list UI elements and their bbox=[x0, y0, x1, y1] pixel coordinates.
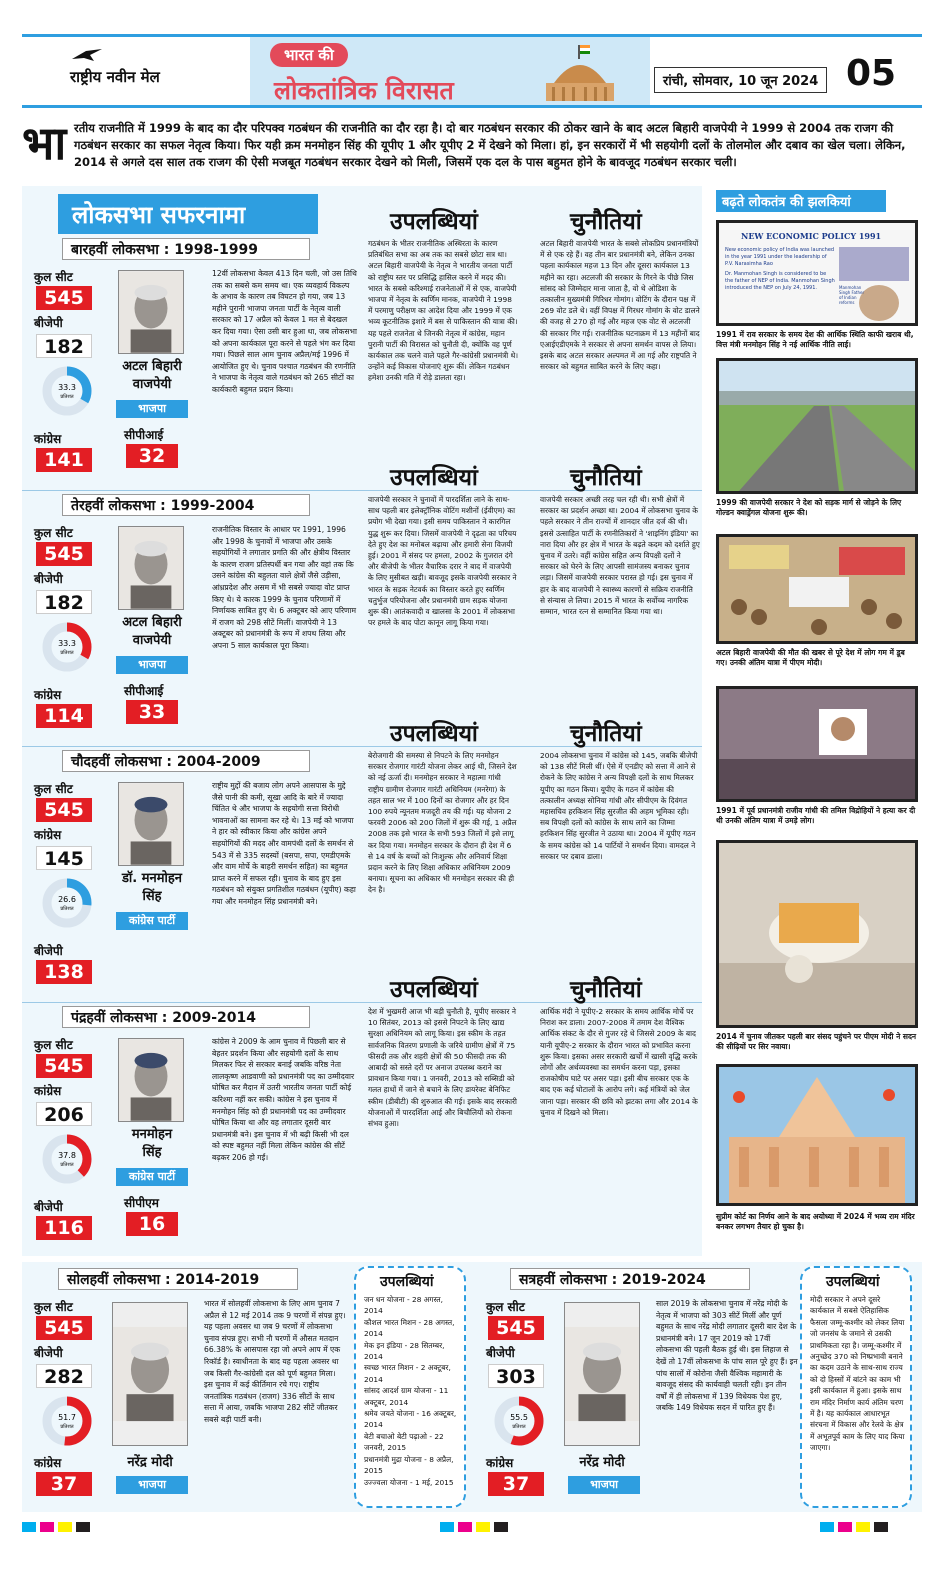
party2-seats: 37 bbox=[36, 1472, 92, 1496]
summary-text: साल 2019 के लोकसभा चुनाव में नरेंद्र मोदी के नेतृत्व में भाजपा को 303 सीटें मिलीं और पूर्ण बहुमत के साथ नरेंद्र मोदी लगातार दूसरी बार देश के प्रधानमंत्री बने। 17 जून 2019 को 17वीं लोकसभा की पहली बैठक हुई थी। इस लिहाज से देखें तो 17वीं लोकसभा के पांच साल पूरे हुए हैं। इन पांच सालों में कोरोना जैसी वैश्विक महामारी के बावजूद संसद की कार्यवाही चलती रही। इन तीन वर्षों में ही लोकसभा में 139 विधेयक पेश हुए, जबकि 149 विधेयक सदन में पारित हुए हैं। bbox=[656, 1299, 798, 1413]
ally-label: सीपीएम bbox=[124, 1196, 159, 1210]
ally-seats: 32 bbox=[126, 444, 178, 468]
color-swatch bbox=[820, 1522, 834, 1532]
party1-label: बीजेपी bbox=[34, 1346, 63, 1360]
parliament-icon bbox=[540, 43, 620, 101]
party1-label: बीजेपी bbox=[34, 316, 63, 330]
pm-name-line1: डॉ. मनमोहन bbox=[121, 871, 183, 886]
donut-label: प्रतिशत bbox=[512, 1424, 526, 1430]
total-seats-value: 545 bbox=[36, 286, 92, 310]
party2-seats: 114 bbox=[36, 704, 92, 728]
party1-label: कांग्रेस bbox=[34, 828, 62, 842]
bottom_left-achievements-box bbox=[354, 1266, 466, 1508]
lok-title: सोलहवीं लोकसभा : 2014-2019 bbox=[58, 1268, 298, 1290]
achievements-list: जन धन योजना - 28 अगस्त, 2014 कौशल भारत मिशन - 28 अगस्त, 2014 मेक इन इंडिया - 28 सितम्बर, 2014 स्वच्छ भारत मिशन - 2 अक्टूबर, 2014 सांसद आदर्श ग्राम योजना - 11 अक्टूबर, 2014 श्रमेव जयते योजना - 16 अक्टूबर, 2014 बेटी बचाओ बेटी पढ़ाओ - 22 जनवरी, 2015 प्रधानमंत्री मुद्रा योजना - 8 अप्रैल, 2015 उज्ज्वला योजना - 1 मई, 2015 bbox=[364, 1295, 457, 1487]
pm-name-line2: वाजपेयी bbox=[132, 633, 172, 648]
lok-block-4 bbox=[22, 977, 702, 1256]
pm-party: कांग्रेस पार्टी bbox=[116, 1168, 188, 1186]
nep-line-3: Manmohan Singh Father of Indian reforms bbox=[839, 285, 865, 305]
party1-label: बीजेपी bbox=[486, 1346, 515, 1360]
pm-portrait bbox=[118, 526, 184, 610]
party1-label: कांग्रेस bbox=[34, 1084, 62, 1098]
gallery-photo-ram-mandir bbox=[716, 1064, 918, 1206]
page-header bbox=[22, 34, 922, 108]
achievements-heading: उपलब्धियां bbox=[390, 465, 478, 491]
ally-seats: 16 bbox=[126, 1212, 178, 1236]
ally-label: सीपीआई bbox=[124, 428, 164, 442]
issue-date: रांची, सोमवार, 10 जून 2024 bbox=[654, 67, 827, 93]
turnout-donut bbox=[42, 1134, 92, 1184]
achievements-heading: उपलब्धियां bbox=[390, 721, 478, 747]
party1-seats: 282 bbox=[36, 1364, 92, 1388]
donut-label: प्रतिशत bbox=[60, 1424, 74, 1430]
header-banner bbox=[250, 37, 650, 105]
color-swatch bbox=[40, 1522, 54, 1532]
pm-party: भाजपा bbox=[116, 656, 188, 674]
intro-text: रतीय राजनीति में 1999 के बाद का दौर परिपक्व गठबंधन की राजनीति का दौर रहा है। दो बार गठबंधन सरकार की ठोकर खाने के बाद अटल बिहारी वाजपेयी ने 1999 से 2004 तक राजग की गठबंधन सरकार का सफल नेतृत्व किया। फिर यही क्रम मनमोहन सिंह की यूपीए 1 और यूपीए 2 में देखने को मिला। हां, इन सरकारों में भी सहयोगी दलों के तोलमोल और दबाव का खेल चला। लेकिन, 2014 से अगले दस साल तक राजग की ऐसी मजबूत गठबंधन सरकार देखने को मिली, जिसमें एक दल के पास बहुमत होने के बावजूद गठबंधन सरकार चली। bbox=[74, 121, 906, 169]
pm-party: भाजपा bbox=[116, 1476, 188, 1494]
procession-illustration bbox=[719, 689, 915, 799]
party1-seats: 206 bbox=[36, 1102, 92, 1126]
gallery-title: बढ़ते लोकतंत्र की झलकियां bbox=[716, 190, 886, 212]
lok-block-2 bbox=[22, 465, 702, 744]
pm-name: नरेंद्र मोदी bbox=[127, 1455, 173, 1470]
total-seats-value: 545 bbox=[488, 1316, 544, 1340]
challenges-heading: चुनौतियां bbox=[570, 977, 642, 1003]
donut-label: प्रतिशत bbox=[60, 394, 74, 400]
achievements-list: मोदी सरकार ने अपने दूसरे कार्यकाल में सबसे ऐतिहासिक फैसला जम्मू-कश्मीर को लेकर लिया जो जनसंघ के जमाने से उसकी प्राथमिकता रहा है। जम्मू-कश्मीर में अनुच्छेद 370 को निष्प्रभावी बनाने का कदम उठाने के साथ-साथ राज्य को दो हिस्सों में बांटने का काम भी इसी कार्यकाल में हुआ। इसके साथ राम मंदिर निर्माण कार्य अंतिम चरण में है। यह कार्यकाल आधारभूत संरचना में विकास और रेलवे के क्षेत्र में अभूतपूर्व काम के लिए याद किया जाएगा। bbox=[810, 1295, 905, 1453]
gallery-photo-nep bbox=[716, 220, 918, 326]
color-swatch bbox=[58, 1522, 72, 1532]
temple-illustration bbox=[719, 1067, 915, 1203]
achievements-heading: उपलब्धियां bbox=[826, 1274, 880, 1290]
total-seats-label: कुल सीट bbox=[34, 1300, 73, 1314]
donut-label: प्रतिशत bbox=[60, 906, 74, 912]
total-seats-value: 545 bbox=[36, 542, 92, 566]
total-seats-label: कुल सीट bbox=[486, 1300, 525, 1314]
gallery-photo-rajiv bbox=[716, 686, 918, 802]
section-title: लोकसभा सफरनामा bbox=[58, 194, 318, 234]
highway-illustration bbox=[719, 361, 915, 491]
color-swatch bbox=[494, 1522, 508, 1532]
party2-label: कांग्रेस bbox=[34, 1456, 62, 1470]
nep-line-2: Dr. Manmohan Singh is considered to be the father of NEP of India. Manmohan Singh introduced the NEP on July 24, 1991. bbox=[725, 271, 835, 291]
pm-party: भाजपा bbox=[116, 400, 188, 418]
header-pill: भारत की bbox=[270, 43, 348, 67]
intro bbox=[22, 118, 922, 176]
turnout-donut bbox=[42, 1396, 92, 1446]
pm-portrait bbox=[118, 270, 184, 354]
color-swatch bbox=[856, 1522, 870, 1532]
bottom_left-block bbox=[22, 1268, 352, 1508]
color-swatch bbox=[76, 1522, 90, 1532]
pm-name-line1: अटल बिहारी bbox=[122, 615, 182, 630]
summary-text: भारत में सोलहवीं लोकसभा के लिए आम चुनाव 7 अप्रैल से 12 मई 2014 तक 9 चरणों में संपन्न हुए। यह पहला अवसर था जब 9 चरणों में लोकसभा चुनाव संपन्न हुए। सभी नौ चरणों में औसत मतदान 66.38% के आसपास रहा जो अपने आप में एक रिकॉर्ड है। स्वाधीनता के बाद यह पहला अवसर था जब किसी गैर-कांग्रेसी दल को पूर्ण बहुमत मिला। इस चुनाव में कई कीर्तिमान रचे गए। राष्ट्रीय जनतांत्रिक गठबंधन (राजग) 336 सीटों के साथ सत्ता में आया, जबकि भाजपा 282 सीटें जीतकर सबसे बड़ी पार्टी बनी। bbox=[204, 1299, 346, 1424]
party2-label: बीजेपी bbox=[34, 944, 63, 958]
achievements-heading: उपलब्धियां bbox=[390, 977, 478, 1003]
page-number: 05 bbox=[846, 53, 897, 94]
party1-seats: 145 bbox=[36, 846, 92, 870]
total-seats-label: कुल सीट bbox=[34, 526, 73, 540]
drop-cap: भा bbox=[22, 116, 67, 170]
party2-seats: 141 bbox=[36, 448, 92, 472]
lok-block-3 bbox=[22, 721, 702, 1000]
summary-text: राजनीतिक विस्तार के आधार पर 1991, 1996 और 1998 के चुनावों में भाजपा और उसके सहयोगियों ने लगातार प्रगति की और क्षेत्रीय विस्तार के कारण राजग प्रतिस्पर्धी बन गया और वहां तक कि उसने कांग्रेस की बहुलता वाले क्षेत्रों जैसे उड़ीसा, आंध्रप्रदेश और असम में भी सबसे ज्यादा वोट प्राप्त किए थे। ये कारक 1999 के चुनाव परिणामों में निर्णायक साबित हुए थे। 6 अक्टूबर को आए परिणाम में राजग को 298 सीटें मिलीं। वाजपेयी ने 13 अक्टूबर को प्रधानमंत्री के रूप में शपथ लिया और अपना 5 साल कार्यकाल पूरा किया। bbox=[212, 525, 357, 650]
lok-title: पंद्रहवीं लोकसभा : 2009-2014 bbox=[62, 1006, 310, 1028]
pm-portrait bbox=[118, 1038, 184, 1122]
total-seats-value: 545 bbox=[36, 1054, 92, 1078]
bottom_right-block bbox=[474, 1268, 804, 1508]
lok-title: बारहवीं लोकसभा : 1998-1999 bbox=[62, 238, 310, 260]
pm-name-line2: वाजपेयी bbox=[132, 377, 172, 392]
color-swatch bbox=[458, 1522, 472, 1532]
newspaper-name: राष्ट्रीय नवीन मेल bbox=[70, 68, 160, 86]
donut-label: प्रतिशत bbox=[60, 650, 74, 656]
gallery-photo-funeral-vajpayee bbox=[716, 534, 918, 644]
color-swatch bbox=[22, 1522, 36, 1532]
summary-text: राष्ट्रीय मुद्दों की बजाय लोग अपने आसपास के मुद्दे जैसे पानी की कमी, सूखा आदि के बारे में ज्यादा चिंतित थे और भाजपा के सहयोगी सत्ता विरोधी भावनाओं का सामना कर रहे थे। 13 मई को भाजपा ने हार को स्वीकार किया और कांग्रेस अपने सहयोगियों की मदद और वामपंथी दलों के समर्थन से 543 में से 335 सदस्यों (बसपा, सपा, एमडीएमके और वाम मोर्चे के बाहरी समर्थन सहित) का बहुमत प्राप्त करने में सफल रही। चुनाव के बाद हुए इस गठबंधन को संयुक्त प्रगतिशील गठबंधन (यूपीए) कहा गया और मनमोहन सिंह प्रधानमंत्री बने। bbox=[212, 781, 356, 906]
donut-value: 33.3 bbox=[58, 383, 76, 392]
crowd-illustration bbox=[719, 537, 915, 641]
color-swatch bbox=[874, 1522, 888, 1532]
donut-value: 37.8 bbox=[58, 1151, 76, 1160]
header-right bbox=[650, 37, 922, 105]
gallery-caption-2: 1999 की वाजपेयी सरकार ने देश को सड़क मार्ग से जोड़ने के लिए गोल्डन क्वाड्रेंगल योजना शुरू की। bbox=[716, 498, 902, 517]
color-swatch bbox=[838, 1522, 852, 1532]
gallery-caption-5: 2014 में चुनाव जीतकर पहली बार संसद पहुंचने पर पीएम मोदी ने सदन की सीढ़ियों पर सिर नवाया। bbox=[716, 1032, 917, 1051]
lok-title: तेरहवीं लोकसभा : 1999-2004 bbox=[62, 494, 310, 516]
party2-label: कांग्रेस bbox=[486, 1456, 514, 1470]
bird-logo-icon bbox=[72, 49, 102, 63]
gallery-photo-parliament-steps bbox=[716, 840, 918, 1028]
bottom_right-achievements-box bbox=[800, 1266, 912, 1508]
challenges-text: आर्थिक मंदी ने यूपीए-2 सरकार के समय आर्थिक मोर्चे पर निराश कर डाला। 2007-2008 में तमाम देश वैश्विक आर्थिक संकट के दौर से गुजर रहे थे जिससे 2009 के बाद यानी यूपीए-2 सरकार के दौरान भारत को प्रभावित करना शुरू किया। इसका असर सरकारी खर्चों में खासी वृद्धि करके लोगों और अर्थव्यवस्था का समर्थन करना पड़ा, इसका राजकोषीय घाटे पर असर पड़ा। इसी बीच सरकार एक के बाद एक कई घोटालों के आरोप लगे। कई मंत्रियों को जेल जाना पड़ा। सरकार की छवि को झटका लगा और 2014 के चुनाव में दिखने को मिला। bbox=[540, 1007, 698, 1117]
nep-title: NEW ECONOMIC POLICY 1991 bbox=[741, 231, 882, 241]
party2-label: कांग्रेस bbox=[34, 688, 62, 702]
donut-value: 33.3 bbox=[58, 639, 76, 648]
ally-seats: 33 bbox=[126, 700, 178, 724]
gallery-caption-1: 1991 में राव सरकार के समय देश की आर्थिक स्थिति काफी खराब थी, वित्त मंत्री मनमोहन सिंह ने नई आर्थिक नीति लाई। bbox=[716, 330, 914, 349]
gallery-caption-3: अटल बिहारी वाजपेयी की मौत की खबर से पूरे देश में लोग गम में डूब गए। उनकी अंतिम यात्रा में पीएम मोदी। bbox=[716, 648, 905, 667]
pm-portrait bbox=[564, 1302, 640, 1446]
party1-seats: 182 bbox=[36, 334, 92, 358]
party2-seats: 37 bbox=[488, 1472, 544, 1496]
masthead bbox=[22, 37, 250, 105]
meeting-photo bbox=[839, 247, 909, 281]
gallery-caption-4: 1991 में पूर्व प्रधानमंत्री राजीव गांधी की तमिल विद्रोहियों ने हत्या कर दी थी उनकी अंतिम यात्रा में उमड़े लोग। bbox=[716, 806, 916, 825]
summary-text: कांग्रेस ने 2009 के आम चुनाव में पिछली बार से बेहतर प्रदर्शन किया और सहयोगी दलों के साथ मिलकर फिर से सरकार बनाई जबकि वरिष्ठ नेता लालकृष्ण आडवाणी को प्रधानमंत्री पद का उम्मीदवार घोषित कर मैदान में उतरी भारतीय जनता पार्टी कोई करिश्मा नहीं कर सकी। कांग्रेस ने इस चुनाव में मनमोहन सिंह को ही प्रधानमंत्री पद का उम्मीदवार घोषित किया था और वह लगातार दूसरी बार प्रधानमंत्री बने। इस चुनाव में भी बढ़ी किसी भी दल को स्पष्ट बहुमत नहीं मिला लेकिन कांग्रेस की सीटें बढ़कर 206 हो गईं। bbox=[212, 1037, 355, 1162]
turnout-donut bbox=[42, 622, 92, 672]
pm-name: नरेंद्र मोदी bbox=[579, 1455, 625, 1470]
party2-seats: 138 bbox=[36, 960, 92, 984]
gallery-caption-6: सुप्रीम कोर्ट का निर्णय आने के बाद अयोध्या में 2024 में भव्य राम मंदिर बनकर लगभग तैयार हो चुका है। bbox=[716, 1212, 915, 1231]
party1-label: बीजेपी bbox=[34, 572, 63, 586]
pm-name-line2: सिंह bbox=[142, 889, 162, 904]
donut-value: 55.5 bbox=[510, 1413, 528, 1422]
turnout-donut bbox=[42, 366, 92, 416]
achievements-heading: उपलब्धियां bbox=[380, 1274, 434, 1290]
party1-seats: 303 bbox=[488, 1364, 544, 1388]
challenges-text: 2004 लोकसभा चुनाव में कांग्रेस को 145, जबकि बीजेपी को 138 सीटें मिली थीं। ऐसे में एनडीए को सत्ता में आने से रोकने के लिए कांग्रेस ने अन्य विपक्षी दलों के साथ मिलकर यूपीए का गठन किया। यूपीए के गठन में कांग्रेस की तत्कालीन अध्यक्ष सोनिया गांधी और सीपीएम के दिवंगत महासचिव हरकिशन सिंह सुरजीत की अहम भूमिका रही। सब विपक्षी दलों को कांग्रेस के साथ लाने का जिम्मा हरकिशन सिंह सुरजीत ने उठाया था। 2004 में यूपीए गठन के समय कांग्रेस को 14 पार्टियों ने समर्थन दिया। वामदल ने सरकार पर दबाव डाला। bbox=[540, 751, 698, 861]
party2-label: कांग्रेस bbox=[34, 432, 62, 446]
ally-label: सीपीआई bbox=[124, 684, 164, 698]
party1-seats: 182 bbox=[36, 590, 92, 614]
pm-portrait bbox=[112, 1302, 188, 1446]
challenges-heading: चुनौतियां bbox=[570, 209, 642, 235]
nep-line-1: New economic policy of India was launched in the year 1991 under the leadership of P.V. Narasimha Rao bbox=[725, 247, 835, 267]
achievements-heading: उपलब्धियां bbox=[390, 209, 478, 235]
donut-value: 26.6 bbox=[58, 895, 76, 904]
party2-seats: 116 bbox=[36, 1216, 92, 1240]
summary-text: 12वीं लोकसभा केवल 413 दिन चली, जो उस तिथि तक का सबसे कम समय था। एक व्यवहार्य विकल्प के अभाव के कारण तब विघटन हो गया, जब 13 महीने पुरानी भाजपा जनता पार्टी के नेतृत्व वाली सरकार को 17 अप्रैल को केवल 1 मत से बेदखल कर दिया गया। ऐसा उसी बार हुआ था, जब लोकसभा को अपना कार्यकाल पूरा करने से पहले भंग कर दिया गया। पिछले साल आम चुनाव अप्रैल/मई 1996 में आयोजित हुए थे। चुनाव पश्चात गठबंधन की रणनीति ने भाजपा के नेतृत्व वाले गठबंधन को 265 सीटों का कार्यकारी बहुमत प्रदान किया। bbox=[212, 269, 357, 394]
total-seats-value: 545 bbox=[36, 798, 92, 822]
modi-bowing-illustration bbox=[719, 843, 915, 1025]
donut-label: प्रतिशत bbox=[60, 1162, 74, 1168]
page-title: लोकतांत्रिक विरासत bbox=[274, 76, 454, 105]
achievements-text: गठबंधन के भीतर राजनीतिक अस्थिरता के कारण प्रतिबंधित सभा का अब तक का सबसे छोटा सत्र था। अटल बिहारी वाजपेयी के नेतृत्व ने भारतीय जनता पार्टी को राष्ट्रीय स्तर पर प्रसिद्धि हासिल करने में मदद की। भारत के सबसे करिश्माई राजनेताओं में से एक, वाजपेयी भाजपा में नेतृत्व के स्वर्णिम मानक, वाजपेयी ने 1998 में परमाणु परीक्षण का आदेश दिया और 1999 में एक भव्य कूटनीतिक इशारे में बस से पाकिस्तान की यात्रा की। यह पहले राजनेता थे जिनकी नेतृत्व में कांग्रेस, महान पुरानी पार्टी की विरासत को चुनौती दी, क्योंकि वह पूर्ण कार्यकाल तक चलने वाले पहले गैर-कांग्रेसी प्रधानमंत्री थे। उन्होंने कई विकास योजनाएं शुरू कीं। लेकिन गठबंधन हमेशा उनकी गति में रोड़े डालता रहा। bbox=[368, 239, 518, 383]
pm-party: कांग्रेस पार्टी bbox=[116, 912, 188, 930]
pm-party: भाजपा bbox=[568, 1476, 640, 1494]
pm-name-line1: अटल बिहारी bbox=[122, 359, 182, 374]
gallery-photo-highway bbox=[716, 358, 918, 494]
achievements-text: बेरोजगारी की समस्या से निपटने के लिए मनमोहन सरकार रोजगार गारंटी योजना लेकर आई थी, जिसने देश को नई ऊर्जा दी। मनमोहन सरकार ने महात्मा गांधी राष्ट्रीय ग्रामीण रोजगार गारंटी अधिनियम (मनरेगा) के तहत साल भर में 100 दिनों का रोजगार और हर दिन 100 रुपये न्यूनतम मजदूरी तय की गई। यह योजना 2 फरवरी 2006 को 200 जिलों में शुरू की गई, 1 अप्रैल 2008 तक इसे भारत के सभी 593 जिलों में इसे लागू कर दिया गया। मनमोहन सरकार के दौरान ही देश में 6 से 14 वर्ष के बच्चों को निःशुल्क और अनिवार्य शिक्षा प्रदान करने के लिए शिक्षा अधिकार अधिनियम 2009 बनाया। सूचना का अधिकार भी मनमोहन सरकार की ही देन है। bbox=[368, 751, 517, 895]
pm-name-line1: मनमोहन bbox=[131, 1127, 173, 1142]
total-seats-label: कुल सीट bbox=[34, 270, 73, 284]
turnout-donut bbox=[42, 878, 92, 928]
challenges-heading: चुनौतियां bbox=[570, 465, 642, 491]
turnout-donut bbox=[494, 1396, 544, 1446]
donut-value: 51.7 bbox=[58, 1413, 76, 1422]
lok-title: चौदहवीं लोकसभा : 2004-2009 bbox=[62, 750, 310, 772]
total-seats-label: कुल सीट bbox=[34, 782, 73, 796]
challenges-heading: चुनौतियां bbox=[570, 721, 642, 747]
total-seats-label: कुल सीट bbox=[34, 1038, 73, 1052]
pm-name-line2: सिंह bbox=[142, 1145, 162, 1160]
challenges-text: वाजपेयी सरकार अच्छी तरह चल रही थी। सभी क्षेत्रों में सरकार का प्रदर्शन अच्छा था। 2004 में लोकसभा चुनाव के पहले सरकार ने तीन राज्यों में शानदार जीत दर्ज की थी। इससे उत्साहित पार्टी के रणनीतिकारों ने 'शाइनिंग इंडिया' का नारा दिया और हर क्षेत्र में भारत के बढ़ते कदम को दर्शाते हुए चुनाव में उतरे। वहीं कांग्रेस सहित अन्य विपक्षी दलों ने सरकार को घेरने के लिए आपसी सामंजस्य बनाकर चुनाव लड़ा। जिसमें वाजपेयी सरकार परास्त हो गई। इस चुनाव में हार के बाद वाजपेयी ने स्वास्थ्य कारणों से सक्रिय राजनीति से संन्यास ले लिया। 2015 में भारत के सर्वोच्च नागरिक सम्मान, भारत रत्न से सम्मानित किया गया था। bbox=[540, 495, 700, 617]
total-seats-value: 545 bbox=[36, 1316, 92, 1340]
achievements-text: देश में भुखमरी आज भी बड़ी चुनौती है, यूपीए सरकार ने 10 सितंबर, 2013 को इससे निपटने के लिए खाद्य सुरक्षा अधिनियम को लागू किया। इस स्कीम के तहत सार्वजनिक वितरण प्रणाली के जरिये ग्रामीण क्षेत्रों में 75 फीसदी तक और शहरी क्षेत्रों की 50 फीसदी तक की आबादी को सस्ते दरों पर अनाज उपलब्ध कराने का प्रावधान किया गया। 1 जनवरी, 2013 को सब्सिडी को गलत हाथों में जाने से बचाने के लिए डायरेक्ट बेनिफिट स्कीम (डीबीटी) की शुरुआत की गई। इसके बाद सरकारी योजनाओं में पारदर्शिता आई और बिचौलियों को रोकना संभव हुआ। bbox=[368, 1007, 517, 1129]
challenges-text: अटल बिहारी वाजपेयी भारत के सबसे लोकप्रिय प्रधानमंत्रियों में से एक रहे हैं। वह तीन बार प्रधानमंत्री बने, लेकिन उनका पहला कार्यकाल महज 13 दिन और दूसरा कार्यकाल 13 महीने का रहा। अटलजी की सरकार के गिरने के पीछे जिस सांसद को जिम्मेदार माना जाता है, वो थे ओडिशा के तत्कालीन मुख्यमंत्री गिरिधर गोमांग। वोटिंग के दौरान पक्ष में 269 वोट डले थे। वहीं विपक्ष में गिरधर गोमांग के वोट डालने की वजह से 270 हो गई और महज एक वोट से अटलजी की सरकार गिर गई। राजनीतिक घटनाक्रम में 13 महीनों बाद एआईएडीएमके ने सरकार से अपना समर्थन वापस ले लिया। इसके बाद अटल सरकार अल्पमत में आ गई और राष्ट्रपति ने सरकार को बहुमत साबित करने के लिए कहा। bbox=[540, 239, 700, 372]
color-swatch bbox=[476, 1522, 490, 1532]
lok-title: सत्रहवीं लोकसभा : 2019-2024 bbox=[510, 1268, 750, 1290]
color-swatch bbox=[440, 1522, 454, 1532]
pm-portrait bbox=[118, 782, 184, 866]
party2-label: बीजेपी bbox=[34, 1200, 63, 1214]
achievements-text: वाजपेयी सरकार ने चुनावों में पारदर्शिता लाने के साथ-साथ पहली बार इलेक्ट्रॉनिक वोटिंग मशीनों (ईवीएम) का प्रयोग भी देखा गया। इसी समय पाकिस्तान ने कारगिल युद्ध शुरू कर दिया। जिसमें वाजपेयी ने दृढ़ता का परिचय देते हुए देश का मनोबल बढ़ाया और हमारी सेना विजयी हुई। 2001 में संसद पर हमला, 2002 के गुजरात दंगे और बीजेपी के भीतर वैचारिक दरार ने बाद में वाजपेयी के लिए मुसीबत खड़ी। बावजूद इसके वाजपेयी सरकार ने भारत के सड़क नेटवर्क का विस्तार करते हुए स्वर्णिम चतुर्भुज परियोजना और प्रधानमंत्री ग्राम सड़क योजना शुरू की। आतंकवादी व खालसा के 2001 में लोकसभा पर हमले के बाद पोटा कानून लागू किया गया। bbox=[368, 495, 517, 628]
